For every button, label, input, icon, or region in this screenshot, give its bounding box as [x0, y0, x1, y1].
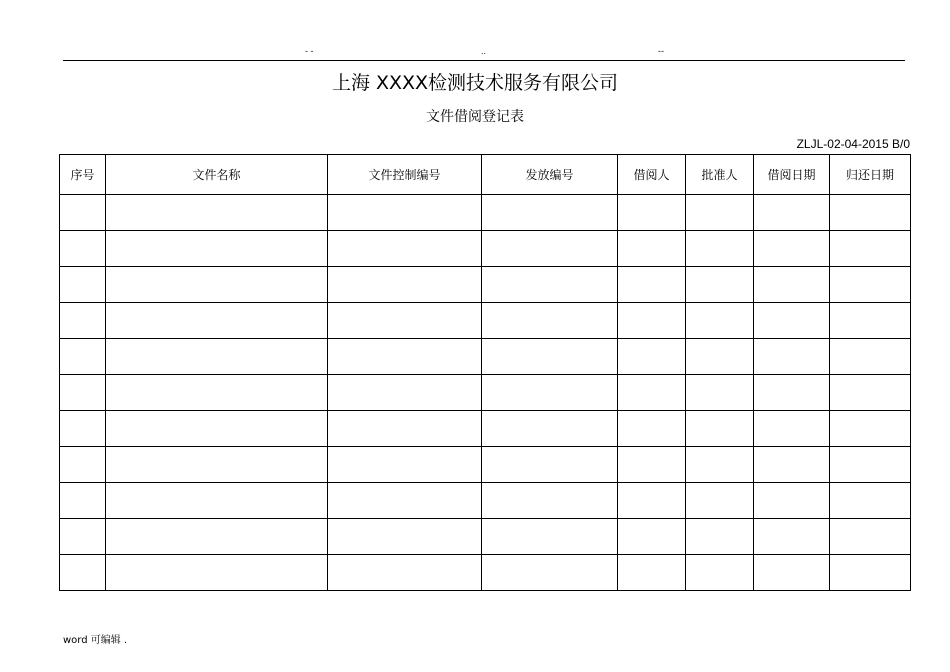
table-cell[interactable]: [328, 267, 482, 303]
table-cell[interactable]: [686, 555, 754, 591]
table-cell[interactable]: [328, 339, 482, 375]
table-cell[interactable]: [328, 195, 482, 231]
header-mark: ..: [481, 46, 487, 56]
company-title: 上海 XXXX检测技术服务有限公司: [331, 72, 619, 94]
table-cell[interactable]: [60, 195, 106, 231]
table-cell[interactable]: [686, 483, 754, 519]
table-cell[interactable]: [686, 339, 754, 375]
table-cell[interactable]: [106, 555, 328, 591]
table-cell[interactable]: [328, 519, 482, 555]
table-cell[interactable]: [482, 555, 618, 591]
table-cell[interactable]: [686, 375, 754, 411]
table-cell[interactable]: [754, 195, 830, 231]
table-cell[interactable]: [328, 303, 482, 339]
table-cell[interactable]: [482, 375, 618, 411]
table-cell[interactable]: [618, 555, 686, 591]
table-cell[interactable]: [60, 555, 106, 591]
table-cell[interactable]: [830, 267, 911, 303]
table-cell[interactable]: [830, 447, 911, 483]
table-cell[interactable]: [482, 339, 618, 375]
table-cell[interactable]: [686, 267, 754, 303]
table-row: [60, 411, 911, 447]
table-cell[interactable]: [328, 231, 482, 267]
table-cell[interactable]: [106, 267, 328, 303]
table-cell[interactable]: [106, 195, 328, 231]
table-row: [60, 231, 911, 267]
table-cell[interactable]: [482, 231, 618, 267]
form-code: ZLJL-02-04-2015 B/0: [796, 137, 910, 151]
table-cell[interactable]: [60, 339, 106, 375]
table-cell[interactable]: [618, 375, 686, 411]
table-cell[interactable]: [830, 555, 911, 591]
borrow-register-table: [59, 154, 911, 591]
column-header-serial: 序号: [60, 155, 106, 195]
table-cell[interactable]: [754, 375, 830, 411]
table-cell[interactable]: [106, 339, 328, 375]
table-cell[interactable]: [482, 195, 618, 231]
table-cell[interactable]: [618, 231, 686, 267]
header-rule: [63, 60, 905, 61]
table-cell[interactable]: [686, 303, 754, 339]
table-cell[interactable]: [686, 447, 754, 483]
table-cell[interactable]: [618, 303, 686, 339]
column-header-document-name: 文件名称: [106, 155, 328, 195]
table-cell[interactable]: [482, 519, 618, 555]
table-cell[interactable]: [328, 375, 482, 411]
column-header-borrower: 借阅人: [618, 155, 686, 195]
table-cell[interactable]: [686, 231, 754, 267]
table-cell[interactable]: [60, 519, 106, 555]
table-cell[interactable]: [482, 267, 618, 303]
table-cell[interactable]: [686, 519, 754, 555]
table-cell[interactable]: [60, 231, 106, 267]
form-title: 文件借阅登记表: [426, 109, 524, 125]
table-cell[interactable]: [328, 555, 482, 591]
table-cell[interactable]: [754, 483, 830, 519]
table-cell[interactable]: [830, 411, 911, 447]
table-cell[interactable]: [106, 483, 328, 519]
table-cell[interactable]: [618, 267, 686, 303]
table-cell[interactable]: [618, 411, 686, 447]
table-cell[interactable]: [830, 519, 911, 555]
table-cell[interactable]: [754, 267, 830, 303]
table-cell[interactable]: [106, 447, 328, 483]
table-cell[interactable]: [618, 339, 686, 375]
table-cell[interactable]: [754, 519, 830, 555]
table-cell[interactable]: [686, 411, 754, 447]
table-cell[interactable]: [618, 483, 686, 519]
column-header-borrow-date: 借阅日期: [754, 155, 830, 195]
column-header-issue-number: 发放编号: [482, 155, 618, 195]
table-row: [60, 303, 911, 339]
table-cell[interactable]: [106, 411, 328, 447]
table-cell[interactable]: [328, 411, 482, 447]
header-mark: --: [658, 46, 664, 56]
table-cell[interactable]: [328, 447, 482, 483]
table-cell[interactable]: [106, 231, 328, 267]
column-header-return-date: 归还日期: [830, 155, 911, 195]
table-cell[interactable]: [618, 447, 686, 483]
table-cell[interactable]: [754, 339, 830, 375]
table-cell[interactable]: [482, 483, 618, 519]
table-cell[interactable]: [60, 303, 106, 339]
table-cell[interactable]: [106, 375, 328, 411]
table-cell[interactable]: [60, 267, 106, 303]
table-cell[interactable]: [60, 447, 106, 483]
column-header-approver: 批准人: [686, 155, 754, 195]
table-cell[interactable]: [830, 483, 911, 519]
table-cell[interactable]: [686, 195, 754, 231]
table-cell[interactable]: [60, 483, 106, 519]
footer-note: word 可编辑 .: [63, 635, 128, 646]
table-row: [60, 339, 911, 375]
table-row: [60, 375, 911, 411]
table-cell[interactable]: [754, 231, 830, 267]
table-cell[interactable]: [60, 411, 106, 447]
table-row: [60, 555, 911, 591]
table-cell[interactable]: [754, 555, 830, 591]
table-row: [60, 267, 911, 303]
table-cell[interactable]: [754, 303, 830, 339]
table-cell[interactable]: [618, 519, 686, 555]
table-row: [60, 447, 911, 483]
table-row: [60, 483, 911, 519]
column-header-control-number: 文件控制编号: [328, 155, 482, 195]
table-cell[interactable]: [830, 339, 911, 375]
table-cell[interactable]: [482, 447, 618, 483]
table-cell[interactable]: [830, 303, 911, 339]
table-cell[interactable]: [830, 375, 911, 411]
table-header-row: [60, 155, 911, 195]
table-cell[interactable]: [830, 231, 911, 267]
table-cell[interactable]: [106, 519, 328, 555]
table-row: [60, 195, 911, 231]
table-cell[interactable]: [618, 195, 686, 231]
table-cell[interactable]: [328, 483, 482, 519]
table-cell[interactable]: [482, 411, 618, 447]
table-cell[interactable]: [754, 447, 830, 483]
table-cell[interactable]: [106, 303, 328, 339]
table-cell[interactable]: [830, 195, 911, 231]
header-mark: - -: [305, 46, 314, 56]
table-cell[interactable]: [60, 375, 106, 411]
table-cell[interactable]: [754, 411, 830, 447]
table-cell[interactable]: [482, 303, 618, 339]
table-row: [60, 519, 911, 555]
